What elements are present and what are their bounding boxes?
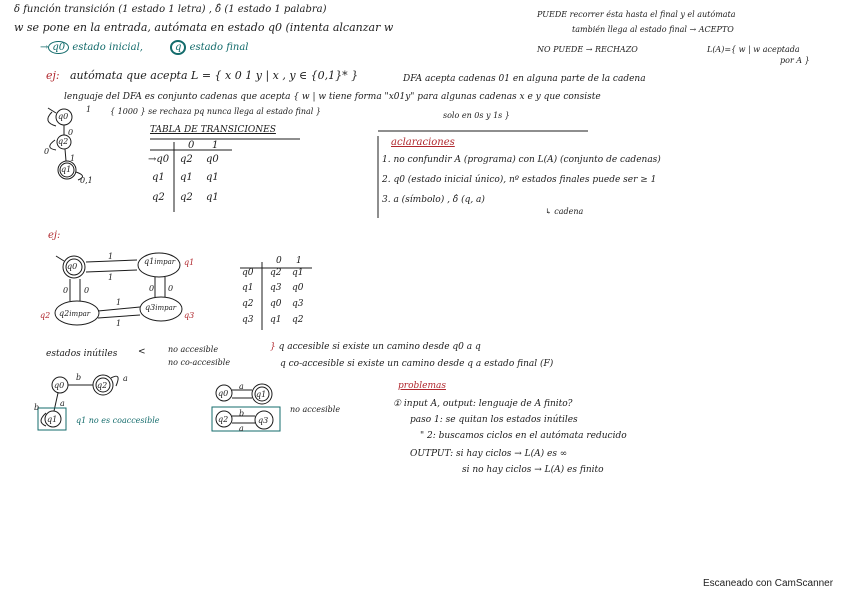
ex1-note: q1 no es coaccesible <box>76 416 160 425</box>
ex1-q1-label: q1 <box>47 415 58 424</box>
cell: q1 <box>206 172 219 183</box>
output-1: OUTPUT: si hay ciclos → L(A) es ∞ <box>410 449 568 459</box>
e2-edge-label: 0 <box>63 286 69 295</box>
col-1: 1 <box>212 140 219 151</box>
initial-state-text: estado inicial, <box>72 42 143 53</box>
ex2-q2-label: q2 <box>218 415 229 424</box>
row-q0: →q0 <box>148 154 170 165</box>
right-note-4: L(A)={ w | w aceptada <box>707 45 800 54</box>
e2-side-q2: q2 <box>40 311 51 320</box>
col-0: 0 <box>276 256 282 266</box>
example1-alphabet: solo en 0s y 1s } <box>443 111 510 120</box>
cell: q0 <box>270 299 282 309</box>
cell: q3 <box>270 283 282 293</box>
diagram-edge-01: 0,1 <box>80 176 93 185</box>
cell: q1 <box>292 268 304 278</box>
e2-edge-label: 0 <box>149 284 155 293</box>
aclaraciones-title: aclaraciones <box>391 137 455 148</box>
e2-edge-label: 0 <box>168 284 174 293</box>
ex1-q2-label: q2 <box>97 381 108 390</box>
e2-q0: q0 <box>67 262 78 271</box>
cell: q0 <box>292 283 304 293</box>
row-q0: q0 <box>242 268 254 278</box>
example1-lang-def: lenguaje del DFA es conjunto cadenas que acepta { w | w tiene forma "x01y" para algunas cadenas x e y que consiste <box>64 92 601 102</box>
e2-edge-label: 1 <box>116 319 122 328</box>
e2-edge-label: 1 <box>108 252 114 261</box>
e2-side-q1: q1 <box>184 258 195 267</box>
inutiles-title: estados inútiles <box>46 349 118 359</box>
ex1-q0-label: q0 <box>54 381 65 390</box>
ex2-letter: b <box>239 409 245 418</box>
right-note-3: NO PUEDE → RECHAZO <box>537 45 638 54</box>
right-note-5: por A } <box>780 56 810 65</box>
cell: q3 <box>292 299 304 309</box>
example1-desc: DFA acepta cadenas 01 en alguna parte de la cadena <box>403 74 646 84</box>
diagram-edge-0a: 0 <box>68 128 74 137</box>
row-q3: q3 <box>242 315 254 325</box>
example1-reject: { 1000 } se rechaza pq nunca llega al estado final } <box>110 107 321 116</box>
final-circle: q <box>170 40 186 55</box>
cell: q2 <box>270 268 282 278</box>
e2-edge-label: 0 <box>84 286 90 295</box>
ex1-letter: a <box>123 374 128 383</box>
aclaracion-3-note: ↳ cadena <box>545 207 584 216</box>
row-q1: q1 <box>242 283 254 293</box>
ex2-letter: a <box>239 382 244 391</box>
ex1-letter: a <box>60 399 65 408</box>
row-q2: q2 <box>242 299 254 309</box>
cell: q1 <box>206 192 219 203</box>
inutiles-def2: q co-accesible si existe un camino desde q a estado final (F) <box>280 359 554 369</box>
cell: q2 <box>292 315 304 325</box>
diagram-edge-1: 1 <box>86 105 92 114</box>
e2-q3-name: q3 <box>145 303 156 312</box>
e2-q1-sub: impar <box>154 258 176 266</box>
cell: q1 <box>270 315 282 325</box>
e2-q1-name: q1 <box>144 257 155 266</box>
ex1-letter: b <box>76 373 82 382</box>
cell: q1 <box>180 172 193 183</box>
e2-edge-label: 1 <box>116 298 122 307</box>
row-q1: q1 <box>152 172 165 183</box>
final-state-text: estado final <box>189 42 249 53</box>
diagram-edge-1b: 1 <box>70 154 76 163</box>
paso-1: paso 1: se quitan los estados inútiles <box>410 415 578 425</box>
inutiles-def1-text: q accesible si existe un camino desde q0 a q <box>278 342 481 352</box>
ex2-note: no accesible <box>290 405 341 414</box>
q0-circle: q0 <box>48 41 69 54</box>
ex2-q1-label: q1 <box>256 390 267 399</box>
e2-edge-label: 1 <box>108 273 114 282</box>
ex2-q0-label: q0 <box>218 389 229 398</box>
example2-label: ej: <box>48 230 61 241</box>
arrow-right-icon: → <box>40 42 49 53</box>
right-note-2: también llega al estado final → ACEPTO <box>572 25 734 34</box>
output-2: si no hay ciclos → L(A) es finito <box>462 465 604 475</box>
bracket-less-icon: < <box>138 347 146 357</box>
cell: q0 <box>206 154 219 165</box>
e2-q2-name: q2 <box>59 309 70 318</box>
inutiles-opt2: no co-accesible <box>168 358 231 367</box>
col-1: 1 <box>296 256 302 266</box>
header-line-1: δ función transición (1 estado 1 letra) , δ̂ (1 estado 1 palabra) <box>14 4 327 15</box>
example1-language: autómata que acepta L = { x 0 1 y | x , y ∈ {0,1}* } <box>70 69 359 82</box>
aclaracion-1: 1. no confundir A (programa) con L(A) (conjunto de cadenas) <box>382 155 661 165</box>
example1-label: ej: <box>46 69 60 82</box>
diagram-label-q1: q1 <box>61 165 72 174</box>
ex1-letter: b <box>34 403 40 412</box>
problemas-title: problemas <box>398 381 446 391</box>
paso-2: " 2: buscamos ciclos en el autómata reducido <box>420 431 627 441</box>
aclaracion-2: 2. q0 (estado inicial único), nº estados finales puede ser ≥ 1 <box>382 175 657 185</box>
e2-side-q3: q3 <box>184 311 195 320</box>
col-0: 0 <box>188 140 195 151</box>
cell: q2 <box>180 154 193 165</box>
cell: q2 <box>180 192 193 203</box>
red-mark-icon: } <box>270 342 276 352</box>
e2-q3-sub: impar <box>155 304 177 312</box>
camscanner-watermark: Escaneado con CamScanner <box>703 578 834 589</box>
problema-1: ① input A, output: lenguaje de A finito? <box>393 399 573 409</box>
right-note-1: PUEDE recorrer ésta hasta el final y el autómata <box>537 10 736 19</box>
aclaracion-3: 3. a (símbolo) , δ̂ (q, a) <box>382 195 485 205</box>
table-title: TABLA DE TRANSICIONES <box>150 125 276 135</box>
inutiles-opt1: no accesible <box>168 345 219 354</box>
diagram-label-q0: q0 <box>58 112 69 121</box>
e2-q2-sub: impar <box>69 310 91 318</box>
diagram-edge-0b: 0 <box>44 147 50 156</box>
diagram-label-q2: q2 <box>58 137 69 146</box>
ex2-letter: a <box>239 424 244 433</box>
ex2-q3-label: q3 <box>258 416 269 425</box>
header-line-2: w se pone en la entrada, autómata en estado q0 (intenta alcanzar w <box>14 21 394 34</box>
row-q2: q2 <box>152 192 165 203</box>
